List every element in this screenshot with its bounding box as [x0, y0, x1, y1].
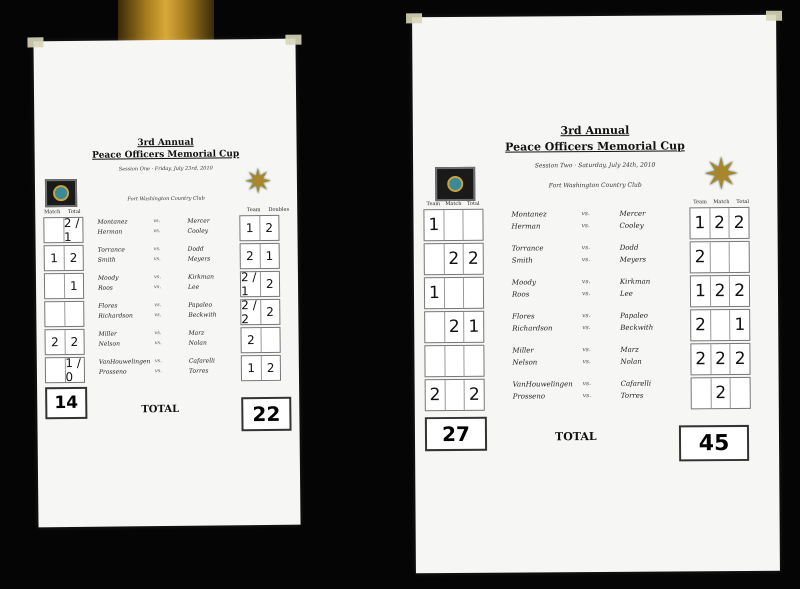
score-cell: 2 [266, 360, 275, 375]
player-name: Torres [620, 391, 644, 400]
score-box-left [424, 311, 484, 343]
versus-label: vs. [154, 312, 162, 319]
score-cell [731, 378, 750, 408]
score-header-label: Total [736, 198, 749, 206]
player-name: Dodd [187, 245, 204, 253]
versus-label: vs. [154, 302, 162, 309]
scoreboard-poster-session-one [33, 39, 300, 528]
score-header-label: Total [467, 200, 480, 207]
score-cell: 2 [241, 244, 261, 268]
player-name: Moody [511, 278, 536, 287]
versus-label: vs. [582, 380, 592, 388]
score-box-right [690, 275, 750, 307]
player-name: Cafarelli [620, 379, 652, 388]
versus-label: vs. [582, 312, 591, 320]
versus-label: vs. [581, 244, 591, 252]
scoreboard-poster-session-two [412, 15, 780, 574]
player-name: Prosseno [512, 392, 546, 401]
score-cell [425, 312, 445, 342]
poster-title: Peace Officers Memorial Cup [92, 149, 240, 161]
player-name: Torrance [511, 244, 544, 253]
score-cell: 2 [241, 328, 261, 352]
score-box-left [44, 329, 84, 355]
poster-venue: Fort Washington Country Club [127, 195, 205, 203]
score-header-label: Match [445, 200, 462, 208]
versus-label: vs. [581, 256, 591, 264]
versus-label: vs. [582, 358, 591, 366]
score-cell: 1 [468, 316, 480, 337]
poster-title: Peace Officers Memorial Cup [505, 139, 685, 154]
score-cell [711, 310, 731, 340]
player-name: Mercer [187, 217, 210, 225]
poster-date: Session Two · Saturday, July 24th, 2010 [534, 161, 656, 170]
police-badge-icon [435, 167, 475, 201]
score-box-right [691, 377, 751, 409]
score-cell: 2 [691, 242, 711, 272]
player-name: Dodd [619, 243, 639, 252]
player-name: Richardson [512, 324, 553, 333]
score-header [423, 201, 483, 207]
score-cell: 2 [691, 344, 711, 374]
score-box-left [43, 217, 83, 243]
score-cell: 2 [733, 212, 745, 234]
player-name: Smith [97, 256, 116, 264]
score-cell: 2 / 2 [241, 300, 261, 324]
score-cell: 2 [711, 378, 731, 408]
score-cell: 2 [69, 250, 78, 266]
score-box-right [240, 243, 280, 269]
score-cell: 2 [691, 310, 711, 340]
versus-label: vs. [154, 368, 162, 375]
score-cell [445, 380, 465, 410]
tape [406, 13, 422, 23]
player-name: Torres [188, 367, 209, 375]
score-cell: 2 [426, 380, 446, 410]
score-cell: 2 [468, 384, 480, 405]
score-header-label: Team [426, 201, 441, 208]
player-name: Nelson [98, 340, 120, 348]
versus-label: vs. [582, 324, 591, 332]
sheriff-star-icon: ✷ [243, 161, 273, 203]
score-cell: 1 [734, 314, 746, 336]
score-cell: 2 [444, 244, 464, 274]
versus-label: vs. [581, 210, 590, 218]
score-box-right [689, 207, 749, 239]
player-name: Lee [619, 289, 633, 298]
player-name: Nolan [188, 339, 207, 347]
score-cell: 2 [266, 304, 274, 319]
tape [285, 35, 301, 45]
score-cell [464, 210, 483, 240]
score-header-label: Total [67, 208, 81, 216]
score-cell: 2 [711, 344, 731, 374]
player-name: Nolan [620, 357, 642, 366]
player-name: Montanez [97, 218, 128, 226]
total-label: TOTAL [554, 429, 597, 444]
tape [27, 37, 43, 47]
player-name: Beckwith [188, 311, 217, 319]
player-name: Nelson [512, 358, 538, 367]
score-cell: 2 [467, 248, 479, 269]
score-cell: 1 [691, 276, 711, 306]
versus-label: vs. [154, 340, 162, 347]
player-name: VanHouwelingen [98, 358, 151, 366]
score-box-right [239, 215, 279, 241]
player-name: Herman [97, 228, 123, 236]
score-box-left [45, 357, 85, 383]
versus-label: vs. [581, 278, 591, 286]
score-box-left [423, 209, 483, 241]
score-box-right [240, 327, 280, 353]
score-cell: 2 [70, 334, 79, 350]
versus-label: vs. [153, 228, 161, 235]
tape [766, 11, 782, 21]
player-name: Marz [620, 345, 639, 354]
player-name: Roos [98, 284, 113, 292]
poster-venue: Fort Washington Country Club [548, 181, 642, 190]
score-cell: 1 [240, 216, 260, 240]
score-cell [730, 242, 749, 272]
score-cell [445, 346, 465, 376]
score-box-left [44, 273, 84, 299]
player-name: Richardson [98, 312, 133, 320]
score-cell [425, 346, 445, 376]
player-name: Mercer [619, 209, 646, 218]
score-cell [45, 302, 65, 326]
score-header-label: Match [44, 209, 61, 216]
sheriff-star-icon: ✷ [702, 148, 740, 201]
police-badge-icon [45, 179, 77, 207]
total-score-left: 27 [425, 417, 487, 451]
player-name: Cafarelli [188, 357, 216, 365]
score-box-right [240, 299, 280, 325]
score-cell: 1 [425, 278, 445, 308]
score-header-label: Team [246, 207, 261, 214]
score-cell [464, 278, 483, 308]
score-box-right [690, 343, 750, 375]
score-cell: 1 [265, 248, 274, 263]
player-name: VanHouwelingen [512, 380, 573, 389]
total-label: TOTAL [141, 403, 180, 416]
player-name: Cooley [187, 227, 209, 235]
score-cell [445, 278, 465, 308]
score-box-right [240, 271, 280, 297]
score-box-left [44, 301, 84, 327]
score-box-left [424, 277, 484, 309]
total-score-left: 14 [45, 387, 87, 419]
score-header-label: Doubles [268, 206, 290, 213]
score-cell: 2 [711, 276, 731, 306]
score-cell: 1 [690, 208, 710, 238]
player-name: Herman [511, 222, 541, 231]
score-cell: 2 [734, 280, 746, 302]
player-name: Miller [512, 346, 534, 355]
player-name: Papaleo [188, 301, 213, 309]
player-name: Flores [98, 302, 118, 310]
score-cell: 1 [45, 246, 65, 270]
score-cell [425, 244, 445, 274]
total-score-right: 45 [679, 425, 749, 461]
player-name: Kirkman [187, 273, 215, 281]
score-cell [261, 328, 280, 352]
versus-label: vs. [582, 346, 591, 354]
score-cell: 2 / 1 [63, 215, 80, 245]
score-cell [465, 346, 484, 376]
versus-label: vs. [581, 222, 590, 230]
score-box-left [424, 345, 484, 377]
player-name: Kirkman [619, 277, 651, 286]
score-box-left [425, 379, 485, 411]
poster-heading: 3rd Annual [560, 123, 630, 138]
player-name: Roos [511, 290, 530, 299]
versus-label: vs. [582, 392, 592, 400]
score-cell: 2 [710, 208, 730, 238]
versus-label: vs. [153, 256, 161, 263]
score-cell [444, 210, 464, 240]
score-cell: 2 [445, 312, 465, 342]
score-cell: 1 [242, 356, 262, 380]
score-cell [65, 302, 84, 326]
total-score-right: 22 [241, 397, 291, 432]
score-cell: 1 [424, 210, 444, 240]
score-header [41, 209, 85, 215]
player-name: Moody [97, 274, 119, 282]
score-box-left [44, 245, 84, 271]
score-cell [44, 218, 64, 242]
score-box-left [424, 243, 484, 275]
versus-label: vs. [581, 290, 591, 298]
player-name: Miller [98, 330, 117, 338]
versus-label: vs. [153, 246, 161, 253]
versus-label: vs. [154, 358, 162, 365]
score-cell: 2 [265, 276, 274, 291]
score-cell: 1 [69, 278, 78, 294]
poster-date: Session One · Friday, July 23rd, 2010 [118, 165, 213, 173]
poster-heading: 3rd Annual [137, 137, 194, 149]
player-name: Meyers [187, 255, 211, 263]
score-header [689, 199, 753, 205]
player-name: Papaleo [620, 311, 649, 320]
player-name: Montanez [511, 210, 547, 219]
versus-label: vs. [153, 274, 161, 281]
score-cell [692, 378, 712, 408]
versus-label: vs. [153, 218, 161, 225]
score-cell: 1 / 0 [65, 355, 81, 385]
player-name: Flores [512, 312, 535, 321]
score-cell: 2 [45, 330, 65, 354]
score-cell [46, 358, 66, 382]
player-name: Smith [511, 256, 533, 265]
versus-label: vs. [154, 284, 162, 291]
player-name: Beckwith [620, 323, 654, 332]
score-cell: 2 [734, 348, 746, 370]
score-box-right [690, 241, 750, 273]
score-header-label: Match [713, 199, 730, 206]
score-header [241, 207, 291, 214]
versus-label: vs. [154, 330, 162, 337]
player-name: Cooley [619, 221, 644, 230]
score-box-right [241, 355, 281, 381]
player-name: Meyers [619, 255, 647, 264]
score-cell [45, 274, 65, 298]
score-header-label: Team [693, 199, 707, 206]
score-cell [710, 242, 730, 272]
score-box-right [690, 309, 750, 341]
player-name: Marz [188, 329, 205, 337]
score-cell: 2 [265, 220, 274, 235]
player-name: Prosseno [98, 368, 127, 376]
player-name: Lee [188, 283, 200, 291]
player-name: Torrance [97, 246, 125, 254]
score-cell: 2 / 1 [241, 272, 261, 296]
